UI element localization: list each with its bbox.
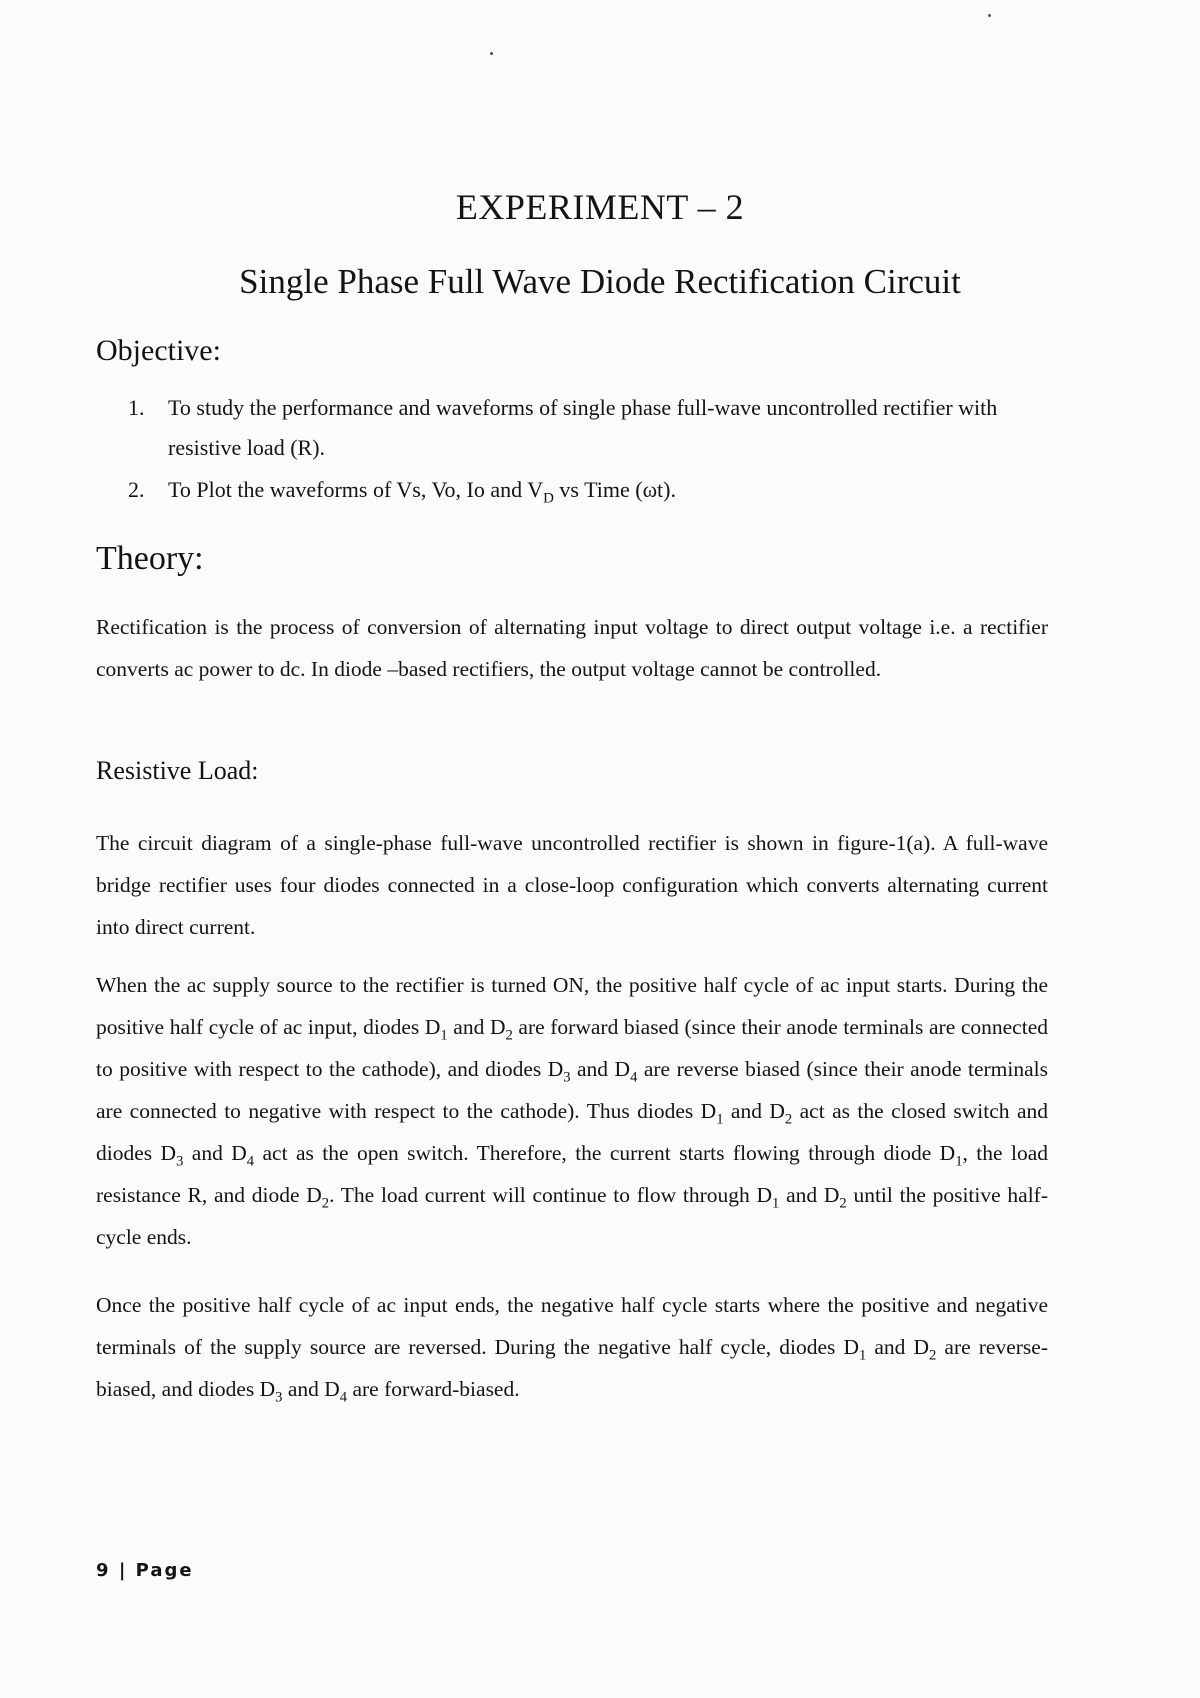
diode-subscript: 1 — [955, 1153, 963, 1170]
diode-subscript: 1 — [440, 1027, 448, 1044]
objective-item — [128, 470, 1048, 510]
diode-subscript: 1 — [772, 1195, 780, 1212]
footer-separator: | — [118, 1560, 128, 1581]
theory-heading: Theory: — [96, 540, 204, 577]
page-number: 9 — [96, 1560, 111, 1581]
diode-subscript: 4 — [630, 1069, 638, 1086]
resistive-load-paragraph-1: The circuit diagram of a single-phase full-wave uncontrolled rectifier is shown in figure-1(a). A full-wave bridge rectifier uses four diodes connected in a close-loop configuration which converts alternating current into direct current. — [96, 831, 1048, 939]
objective-list — [128, 388, 1048, 512]
diode-subscript: 3 — [275, 1389, 283, 1406]
diode-subscript: 2 — [784, 1111, 793, 1128]
diode-subscript: 3 — [176, 1153, 184, 1170]
page-footer — [96, 1560, 194, 1581]
resistive-load-paragraph-3: Once the positive half cycle of ac input ends, the negative half cycle starts where the positive and negative terminals of the supply source are reversed. During the negative half cycle, diodes $D_1$ and $D_2$ are reverse-biased, and diodes $D_3$ and $D_4$ are forward-biased. — [96, 1293, 1048, 1406]
diode-subscript: 4 — [246, 1153, 255, 1170]
objective-item — [128, 388, 1048, 468]
objective-number: 2. — [128, 477, 145, 502]
diode-subscript: 2 — [929, 1347, 937, 1364]
diode-subscript: 3 — [563, 1069, 571, 1086]
objective-text: To study the performance and waveforms of single phase full-wave uncontrolled rectifier with resistive load (R). — [168, 395, 998, 460]
experiment-title: EXPERIMENT – 2 — [455, 187, 745, 227]
objective-number: 1. — [128, 395, 145, 420]
resistive-load-heading: Resistive Load: — [96, 756, 259, 785]
page-label: Page — [135, 1560, 194, 1581]
diode-subscript: 1 — [858, 1347, 867, 1364]
experiment-subtitle: Single Phase Full Wave Diode Rectification Circuit — [239, 262, 961, 301]
diode-subscript: 2 — [505, 1027, 513, 1044]
diode-subscript: 4 — [339, 1389, 348, 1406]
objective-heading: Objective: — [96, 334, 221, 367]
scan-speck — [490, 52, 493, 55]
scan-speck — [988, 14, 991, 17]
resistive-load-paragraph-2: When the ac supply source to the rectifier is turned ON, the positive half cycle of ac input starts. During the positive half cycle of ac input, diodes $D_1$ and $D_2$ are forward biased (since their anode terminals are connected to positive with respect to the cathode), and diodes $D_3$ and $D_4$ are reverse biased (since their anode terminals are connected to negative with respect to the cathode). Thus diodes $D_1$ and $D_2$ act as the closed switch and diodes $D_3$ and $D_4$ act as the open switch. Therefore, the current starts flowing through diode $D_1$, the load resistance R, and diode $D_2$. The load current will continue to flow through $D_1$ and $D_2$ until the positive half-cycle ends. — [96, 973, 1048, 1249]
diode-subscript: 2 — [321, 1195, 330, 1212]
diode-subscript: 1 — [716, 1111, 724, 1128]
theory-paragraph: Rectification is the process of conversion of alternating input voltage to direct output voltage i.e. a rectifier converts ac power to dc. In diode –based rectifiers, the output voltage cannot be controlled. — [96, 615, 1048, 681]
objective-text: To Plot the waveforms of Vs, Vo, Io and $V_D$ vs Time (ωt). — [168, 477, 676, 507]
diode-subscript: 2 — [839, 1195, 847, 1212]
